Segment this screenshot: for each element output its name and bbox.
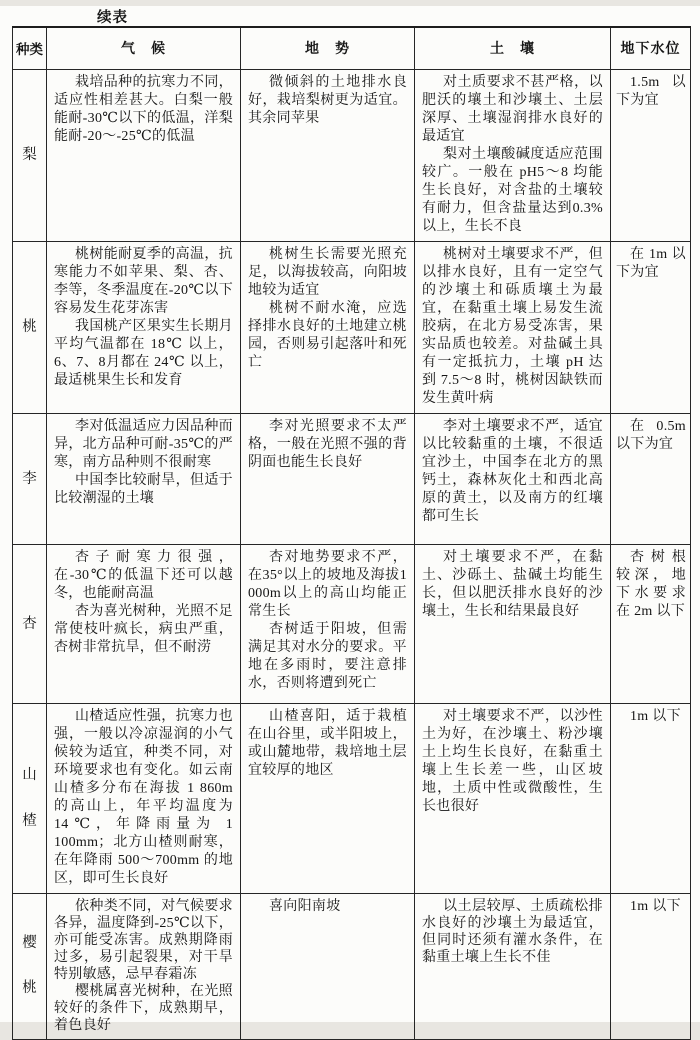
climate-paragraph: 樱桃属喜光树种，在光照较好的条件下，成熟期早，着色良好 [54,983,233,1033]
fruit-cultivation-table [12,26,691,1040]
groundwater-cell [611,69,691,241]
species-cell [13,544,47,703]
table-header [13,27,691,69]
terrain-cell [241,69,415,241]
species-char: 樱 [22,935,37,951]
species-cell [13,241,47,413]
terrain-paragraph: 杏树适于阳坡，但需满足其对水分的要求。平地在多雨时，要注意排水，否则将遭到死亡 [248,621,407,691]
soil-paragraph: 梨对土壤酸碱度适应范围较广。一般在 pH5～8 均能生长良好，对含盐的土壤较有耐力，但含盐量达到0.3%以上，生长不良 [422,146,603,234]
groundwater-paragraph: 在 1m 以下为宜 [616,246,686,280]
climate-paragraph: 我国桃产区果实生长期月平均气温都在 18℃ 以上，6、7、8月都在 24℃ 以上，最适桃果生长和发育 [54,318,233,388]
species-char: 桃 [22,319,37,335]
climate-paragraph: 杏为喜光树种，光照不足常使枝叶疯长，病虫严重，杏树非常抗旱，但不耐涝 [54,603,233,655]
groundwater-paragraph: 1m 以下 [630,898,681,914]
groundwater-cell [611,544,691,703]
species-char: 梨 [22,147,37,163]
table-continued-label: 续表 [97,10,128,26]
column-header-climate: 气 候 [47,27,241,69]
climate-cell [47,703,241,893]
groundwater-cell [611,413,691,544]
soil-cell [415,703,611,893]
terrain-paragraph: 山楂喜阳，适于栽植在山谷里，或半阳坡上，或山麓地带，栽培地土层宜较厚的地区 [248,708,407,778]
soil-paragraph: 桃树对土壤要求不严，但以排水良好，且有一定空气的沙壤土和砾质壤土为最宜，在黏重土壤上易发生流胶病，在北方易受冻害，果实品质也较差。对盐碱土具有一定抵抗力，土壤 pH 达到 7.5～8 时，桃树因缺铁而发生黄叶病 [422,246,603,406]
terrain-paragraph: 桃树生长需要光照充足，以海拔较高，向阳坡地较为适宜 [248,246,407,298]
species-name [13,766,46,830]
climate-paragraph: 中国李比较耐旱，但适于比较潮湿的土壤 [54,472,233,506]
soil-paragraph: 对土壤要求不严，在黏土、沙砾土、盐碱土均能生长，但以肥沃排水良好的沙壤土，生长和结果最良好 [422,549,603,619]
species-name [13,318,46,336]
soil-paragraph: 对土质要求不甚严格，以肥沃的壤土和沙壤土、土层深厚、土壤湿润排水良好的最适宜 [422,74,603,144]
soil-paragraph: 以土层较厚、土质疏松排水良好的沙壤土为最适宜，但同时还须有灌水条件，在黏重土壤上生长不佳 [422,898,603,965]
terrain-paragraph: 杏对地势要求不严，在35°以上的坡地及海拔1 000m以上的高山均能正常生长 [248,549,407,619]
climate-cell [47,241,241,413]
column-header-groundwater: 地下水位 [611,27,691,69]
groundwater-cell [611,703,691,893]
table-row [13,413,691,544]
species-char: 李 [22,470,37,487]
document-page [0,6,700,1033]
table-row [13,703,691,893]
species-cell [13,69,47,241]
climate-paragraph: 山楂适应性强，抗寒力也强，一般以冷凉湿润的小气候较为适宜，种类不同，对环境要求也有变化。如云南山楂多分布在海拔 1 860m 的高山上，年平均温度为 14℃，年降雨量为 1 100mm；北方山楂则耐寒，在年降雨 500～700mm 的地区，即可生长良好 [54,708,233,886]
climate-paragraph: 杏子耐寒力很强，在-30℃的低温下还可以越冬，也能耐高温 [54,549,233,601]
soil-cell [415,241,611,413]
species-cell [13,703,47,893]
soil-cell [415,893,611,1039]
terrain-paragraph: 桃树不耐水淹，应选择排水良好的土地建立桃园，否则易引起落叶和死亡 [248,300,407,370]
column-header-species: 种类 [13,27,47,69]
terrain-paragraph: 李对光照要求不太严格，一般在光照不强的背阴面也能生长良好 [248,418,407,470]
terrain-cell [241,893,415,1039]
species-name [13,146,46,164]
climate-cell [47,544,241,703]
climate-paragraph: 桃树能耐夏季的高温，抗寒能力不如苹果、梨、杏、李等，冬季温度在-20℃以下容易发生花芽冻害 [54,246,233,316]
species-char: 桃 [22,980,37,996]
terrain-paragraph: 微倾斜的土地排水良好，栽培梨树更为适宜。其余同苹果 [248,74,407,126]
species-cell [13,893,47,1039]
climate-paragraph: 依种类不同，对气候要求各异，温度降到-25℃以下，亦可能受冻害。成熟期降雨过多，易引起裂果，对干旱特别敏感，忌早春霜冻 [54,898,233,982]
climate-cell [47,413,241,544]
table-body [13,69,691,1039]
species-name [13,615,46,633]
terrain-cell [241,544,415,703]
climate-cell [47,893,241,1039]
species-char: 杏 [22,615,37,632]
species-cell [13,413,47,544]
groundwater-cell [611,893,691,1039]
table-row [13,893,691,1039]
terrain-cell [241,413,415,544]
soil-cell [415,69,611,241]
species-char: 山 [22,767,37,783]
table-row [13,544,691,703]
species-name [13,935,46,997]
species-char: 楂 [22,813,37,829]
soil-cell [415,544,611,703]
column-header-terrain: 地 势 [241,27,415,69]
soil-paragraph: 对土壤要求不严，以沙性土为好，在沙壤土、粉沙壤土上均生长良好，在黏重土壤上生长差一些，山区坡地，土质中性或微酸性，生长也很好 [422,708,603,814]
table-row [13,241,691,413]
groundwater-cell [611,241,691,413]
species-name [13,470,46,488]
terrain-cell [241,241,415,413]
soil-paragraph: 李对土壤要求不严，适宜以比较黏重的土壤，不很适宜沙土，中国李在北方的黑钙土，森林灰化土和西北高原的黄土，以及南方的红壤都可生长 [422,418,603,524]
terrain-cell [241,703,415,893]
groundwater-paragraph: 在 0.5m 以下为宜 [616,418,686,452]
header-row [13,27,691,69]
column-header-soil: 土 壤 [415,27,611,69]
climate-paragraph: 李对低温适应力因品种而异，北方品种可耐-35℃的严寒，南方品种则不很耐寒 [54,418,233,470]
soil-cell [415,413,611,544]
climate-paragraph: 栽培品种的抗寒力不同，适应性相差甚大。白梨一般能耐-30℃以下的低温，洋梨能耐-20～-25℃的低温 [54,74,233,144]
climate-cell [47,69,241,241]
groundwater-paragraph: 1.5m 以下为宜 [616,74,686,108]
groundwater-paragraph: 杏树根较深，地下水要求在 2m 以下 [616,549,686,619]
table-row [13,69,691,241]
terrain-paragraph: 喜向阳南坡 [269,898,341,914]
groundwater-paragraph: 1m 以下 [630,708,681,724]
